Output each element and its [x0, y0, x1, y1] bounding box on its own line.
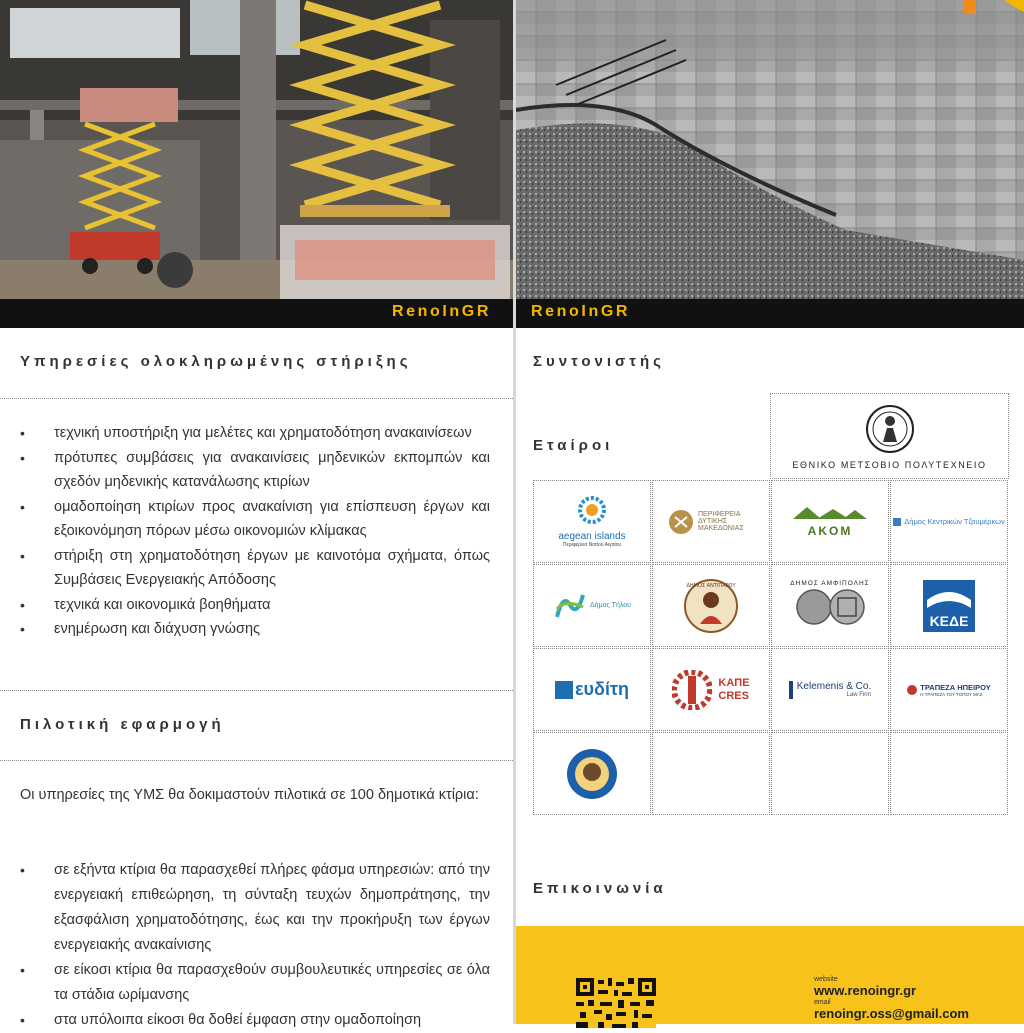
- empty-cell: [652, 732, 770, 815]
- divider: [0, 398, 513, 399]
- services-title: Υπηρεσίες ολοκληρωμένης στήριξης: [20, 353, 412, 370]
- list-item: • σε είκοσι κτίρια θα παρασχεθούν συμβουλευτικές υπηρεσίες σε όλα τα στάδια ωρίμανσης: [20, 958, 490, 1008]
- antiparos-seal-icon: [683, 578, 739, 634]
- pdm-label: ΠΕΡΙΦΕΡΕΙΑ ΔΥΤΙΚΗΣ ΜΑΚΕΔΟΝΙΑΣ: [698, 511, 744, 532]
- kede-emblem-icon: [923, 580, 975, 632]
- logo-eydith[interactable]: [533, 648, 651, 731]
- eydith-mark-icon: [555, 681, 573, 699]
- partners-title: Εταίροι: [533, 437, 614, 454]
- kape-label: ΚΑΠΕ: [718, 676, 750, 689]
- kape-emblem-icon: [672, 670, 712, 710]
- logo-kape-cres[interactable]: [652, 648, 770, 731]
- list-item: • τεχνικά και οικονομικά βοηθήματα: [20, 593, 490, 618]
- pdm-emblem-icon: [668, 509, 694, 535]
- logo-pdm[interactable]: [652, 480, 770, 563]
- pilot-list: [20, 858, 490, 1033]
- kede-label: ΚΕΔΕ: [929, 612, 969, 629]
- eydith-label: ευδίτη: [575, 679, 629, 699]
- empty-cell: [890, 732, 1008, 815]
- coordinator-title: Συντονιστής: [533, 353, 665, 370]
- list-item: • τεχνική υποστήριξη για μελέτες και χρηματοδότηση ανακαινίσεων: [20, 421, 490, 446]
- brand-name: RenoInGR: [531, 303, 631, 320]
- logo-amfipoli[interactable]: [771, 564, 889, 647]
- logo-aegean-islands[interactable]: [533, 480, 651, 563]
- tilos-wave-icon: [553, 589, 587, 623]
- services-list: [20, 421, 490, 642]
- aegean-islands-icon: [567, 496, 617, 526]
- brand-bar-right: [516, 299, 1024, 328]
- logo-tilos[interactable]: [533, 564, 651, 647]
- kelemenis-sublabel: Law Firm: [846, 692, 872, 698]
- email-link[interactable]: renoingr.oss@gmail.com: [814, 1006, 969, 1021]
- tzoumerka-label: Δήμος Κεντρικών Τζουμέρκων: [904, 517, 1005, 526]
- list-item: • ομαδοποίηση κτιρίων προς ανακαίνιση για επίσπευση έργων και εξοικονόμηση πόρων μέσω οικονομιών κλίμακας: [20, 495, 490, 544]
- list-item: • πρότυπες συμβάσεις για ανακαινίσεις μηδενικών εκπομπών και σχεδόν μηδενικής κατανάλωσης κτιρίων: [20, 446, 490, 495]
- aegean-sublabel: Περιφέρεια Νοτίου Αιγαίου: [562, 541, 622, 548]
- antiparos-label: ΔΗΜΟΣ ΑΝΤΙΠΑΡΟΥ: [686, 582, 736, 589]
- logo-municipality-seal[interactable]: [533, 732, 651, 815]
- akom-mountain-icon: [793, 507, 867, 519]
- brand-bar-left: [0, 299, 513, 328]
- ntua-seal-icon: [865, 404, 915, 454]
- trapeza-label: ΤΡΑΠΕΖΑ ΗΠΕΙΡΟΥ: [920, 682, 991, 692]
- partners-logo-grid: [533, 480, 1008, 816]
- logo-antiparos[interactable]: [652, 564, 770, 647]
- coordinator-name: ΕΘΝΙΚΟ ΜΕΤΣΟΒΙΟ ΠΟΛΥΤΕΧΝΕΙΟ: [792, 460, 987, 470]
- qr-code-icon[interactable]: [576, 978, 656, 1028]
- logo-trapeza-ipeirou[interactable]: [890, 648, 1008, 731]
- trapeza-mark-icon: [907, 685, 917, 695]
- amfipoli-label: ΔΗΜΟΣ ΑΜΦΙΠΟΛΗΣ: [790, 579, 870, 587]
- municipality-seal-icon: [565, 747, 619, 801]
- list-item: • στήριξη στη χρηματοδότηση έργων με καινοτόμα σχήματα, όπως Συμβάσεις Ενεργειακής Απόδοσης: [20, 544, 490, 593]
- pilot-title: Πιλοτική εφαρμογή: [20, 716, 225, 733]
- logo-kelemenis[interactable]: [771, 648, 889, 731]
- list-item: • στα υπόλοιπα είκοσι θα δοθεί έμφαση στην ομαδοποίηση: [20, 1008, 490, 1033]
- hero-photo-aerial-city: [516, 0, 1024, 299]
- contact-panel: [516, 926, 1024, 1024]
- logo-kede[interactable]: [890, 564, 1008, 647]
- coordinator-logo-ntua[interactable]: [770, 393, 1009, 479]
- pilot-intro: Οι υπηρεσίες της ΥΜΣ θα δοκιμαστούν πιλοτικά σε 100 δημοτικά κτίρια:: [20, 787, 479, 803]
- brand-name: RenoInGR: [391, 303, 491, 320]
- tilos-label: Δήμος Τήλου: [590, 602, 631, 609]
- contact-title: Επικοινωνία: [533, 880, 667, 897]
- aegean-label: aegean islands: [558, 530, 626, 542]
- trapeza-sublabel: Η ΤΡΑΠΕΖΑ ΤΟΥ ΤΟΠΟΥ ΜΑΣ: [920, 691, 983, 697]
- cres-label: CRES: [718, 689, 749, 702]
- kelemenis-label: Kelemenis & Co.: [796, 681, 872, 692]
- empty-cell: [771, 732, 889, 815]
- list-item: • ενημέρωση και διάχυση γνώσης: [20, 617, 490, 642]
- logo-tzoumerka[interactable]: [890, 480, 1008, 563]
- tzoumerka-mark-icon: [893, 518, 901, 526]
- website-label: website: [814, 976, 838, 983]
- list-item: • σε εξήντα κτίρια θα παρασχεθεί πλήρες φάσμα υπηρεσιών: από την ενεργειακή επιθεώρηση, τη σύνταξη τευχών δημοπράτησης, την εξασφάλιση χρηματοδότησης, έως και την προκήρυξη των έργων ενεργειακής ανακαίνισης: [20, 858, 490, 958]
- email-label: email: [814, 999, 831, 1006]
- akom-label: AKOM: [807, 523, 853, 538]
- kelemenis-mark-icon: [789, 681, 793, 699]
- logo-akom[interactable]: [771, 480, 889, 563]
- hero-photo-construction: [0, 0, 513, 299]
- website-link[interactable]: www.renoingr.gr: [814, 983, 917, 998]
- divider: [0, 760, 513, 761]
- divider: [0, 690, 513, 691]
- amfipoli-coins-icon: [794, 587, 866, 627]
